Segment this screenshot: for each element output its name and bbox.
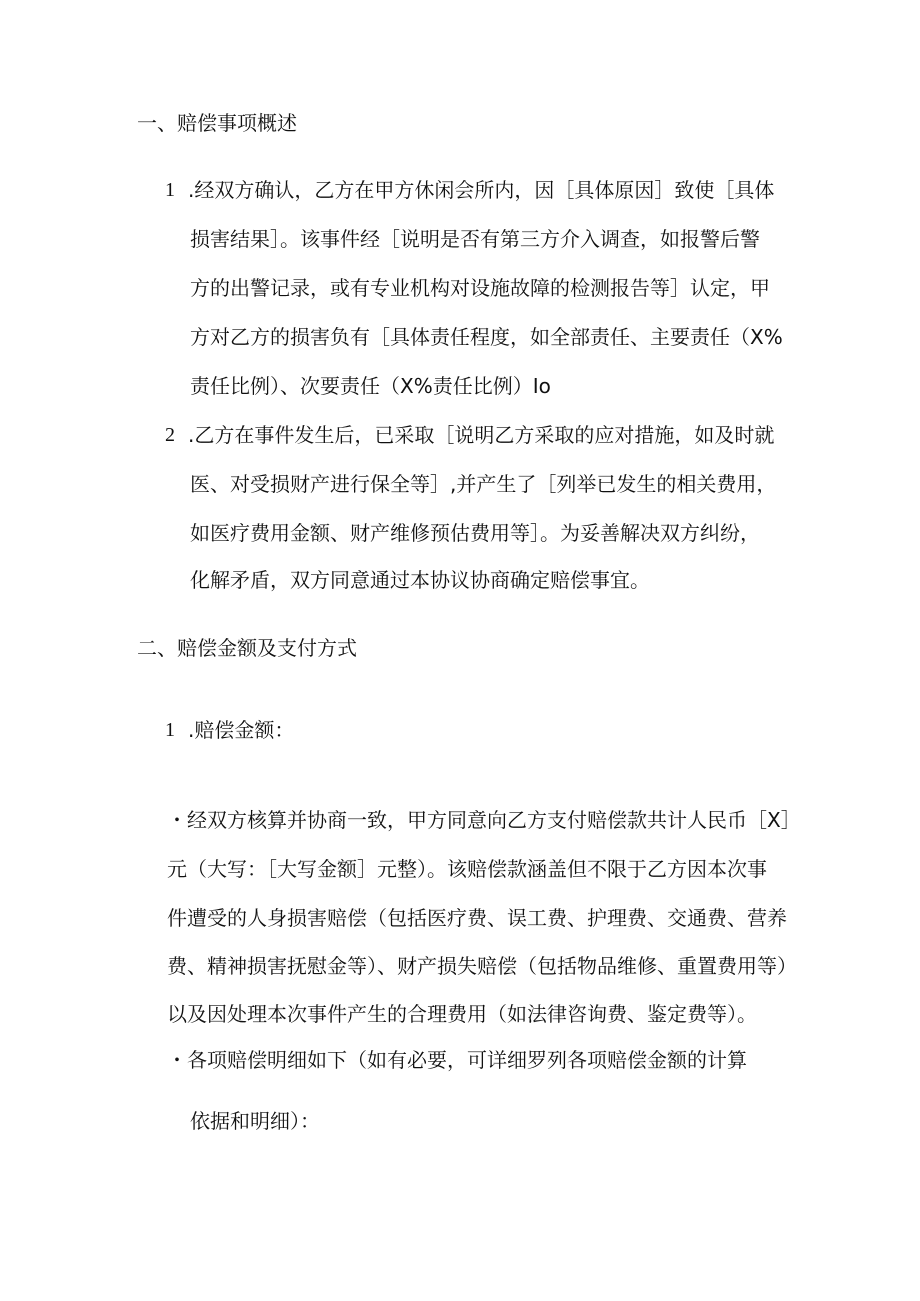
item-2-line-1: .乙方在事件发生后，已采取［说明乙方采取的应对措施，如及时就 [188, 423, 775, 447]
item-2-line-2: 医、对受损财产进行保全等］,并产生了［列举已发生的相关费用， [190, 472, 777, 496]
item-1-line-5: 责任比例）、次要责任（X%责任比例）Io [190, 374, 551, 398]
section-heading-amount-and-payment: 二、赔偿金额及支付方式 [137, 636, 357, 660]
compensation-paragraph-line-2: 元（大写：［大写金额］元整）。该赔偿款涵盖但不限于乙方因本次事 [167, 857, 767, 881]
compensation-paragraph-line-5: 以及因处理本次事件产生的合理费用（如法律咨询费、鉴定费等）。 [167, 1002, 757, 1026]
compensation-paragraph-line-4: 费、精神损害抚慰金等）、财产损失赔偿（包括物品维修、重置费用等） [167, 954, 797, 978]
compensation-detail-line-1: ・各项赔偿明细如下（如有必要，可详细罗列各项赔偿金额的计算 [167, 1048, 747, 1072]
item-number-2: 2 [165, 424, 175, 446]
compensation-detail-line-2: 依据和明细）： [190, 1109, 320, 1133]
item-1-line-2: 损害结果］。该事件经［说明是否有第三方介入调查，如报警后警 [190, 227, 760, 251]
item-number-1: 1 [165, 179, 175, 201]
section2-item-1-label: .赔偿金额： [188, 718, 295, 742]
compensation-paragraph-line-3: 件遭受的人身损害赔偿（包括医疗费、误工费、护理费、交通费、营养 [167, 906, 787, 930]
compensation-paragraph-line-1: ・经双方核算并协商一致，甲方同意向乙方支付赔偿款共计人民币［X］ [167, 808, 801, 832]
item-1-line-3: 方的出警记录，或有专业机构对设施故障的检测报告等］认定，甲 [190, 276, 770, 300]
item-1-line-1: .经双方确认，乙方在甲方休闲会所内，因［具体原因］致使［具体 [188, 178, 775, 202]
item-2-line-4: 化解矛盾，双方同意通过本协议协商确定赔偿事宜。 [190, 568, 650, 592]
item-1-line-4: 方对乙方的损害负有［具体责任程度，如全部责任、主要责任（X% [190, 325, 783, 349]
item-2-line-3: 如医疗费用金额、财产维修预估费用等］。为妥善解决双方纠纷， [190, 521, 760, 545]
section2-item-number-1: 1 [165, 719, 175, 741]
section-heading-compensation-overview: 一、赔偿事项概述 [137, 111, 297, 135]
